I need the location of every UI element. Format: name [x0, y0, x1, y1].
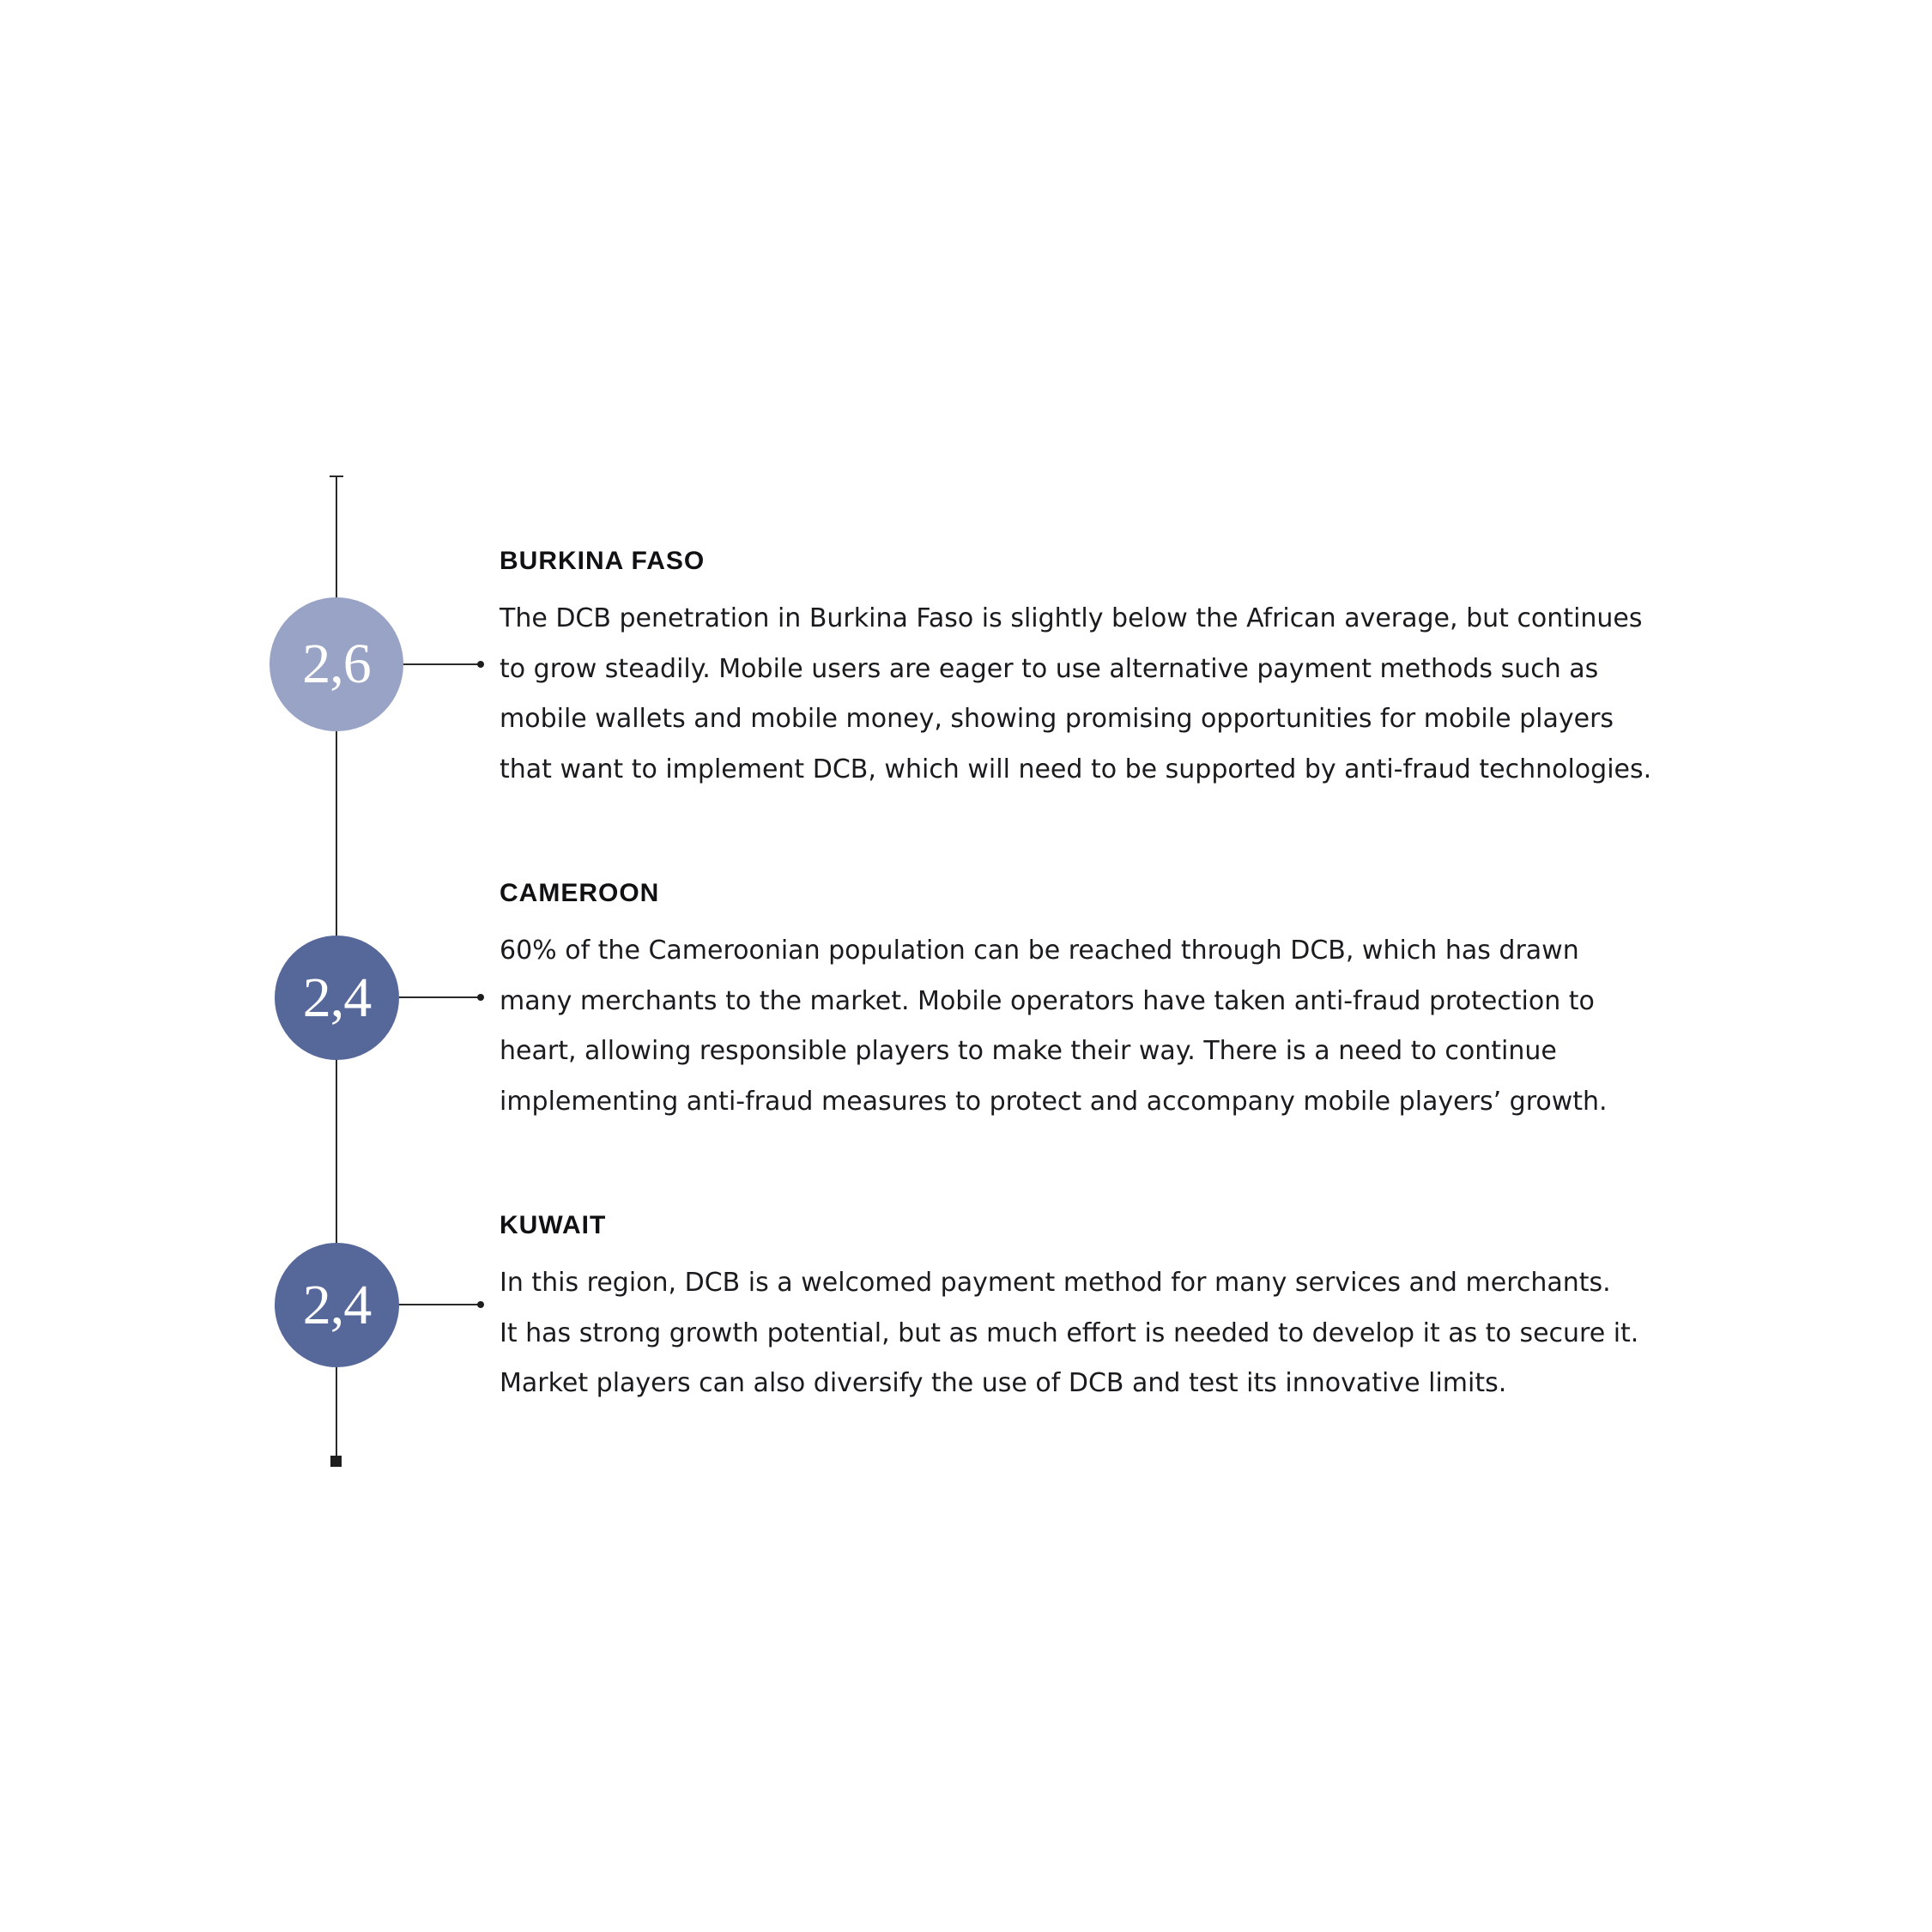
description-line: heart, allowing responsible players to make their way. There is a need to continue	[500, 1036, 1557, 1066]
entry-title: CAMEROON	[500, 879, 660, 907]
description-line: mobile wallets and mobile money, showing promising opportunities for mobile players	[500, 704, 1614, 734]
entry-description	[500, 594, 1735, 795]
entry-title: BURKINA FASO	[500, 547, 706, 575]
entry-kuwait	[500, 1208, 1735, 1409]
connector-cameroon	[399, 996, 481, 998]
description-line: implementing anti-fraud measures to protect and accompany mobile players’ growth.	[500, 1086, 1608, 1117]
score-circle-kuwait: 2,4	[275, 1243, 399, 1367]
score-circle-cameroon: 2,4	[275, 936, 399, 1060]
entry-description	[500, 926, 1735, 1127]
entry-cameroon	[500, 876, 1735, 1127]
description-line: In this region, DCB is a welcomed payment method for many services and merchants.	[500, 1268, 1611, 1298]
entry-description	[500, 1258, 1735, 1409]
connector-kuwait	[399, 1304, 481, 1305]
connector-dot-burkina-faso	[477, 661, 484, 668]
score-circle-burkina-faso: 2,6	[270, 597, 403, 731]
description-line: that want to implement DCB, which will need to be supported by anti-fraud technologies.	[500, 754, 1652, 784]
entry-burkina-faso	[500, 544, 1735, 795]
connector-dot-cameroon	[477, 994, 484, 1001]
connector-dot-kuwait	[477, 1301, 484, 1308]
connector-burkina-faso	[403, 663, 481, 665]
description-line: The DCB penetration in Burkina Faso is slightly below the African average, but continues	[500, 603, 1643, 633]
description-line: to grow steadily. Mobile users are eager to use alternative payment methods such as	[500, 653, 1599, 684]
description-line: 60% of the Cameroonian population can be reached through DCB, which has drawn	[500, 936, 1579, 966]
timeline-top-cap	[330, 475, 343, 477]
description-line: It has strong growth potential, but as much effort is needed to develop it as to secure it.	[500, 1317, 1639, 1348]
timeline-end-marker	[330, 1456, 342, 1467]
entry-title: KUWAIT	[500, 1211, 607, 1239]
description-line: Market players can also diversify the use of DCB and test its innovative limits.	[500, 1368, 1507, 1398]
description-line: many merchants to the market. Mobile operators have taken anti-fraud protection to	[500, 985, 1595, 1016]
